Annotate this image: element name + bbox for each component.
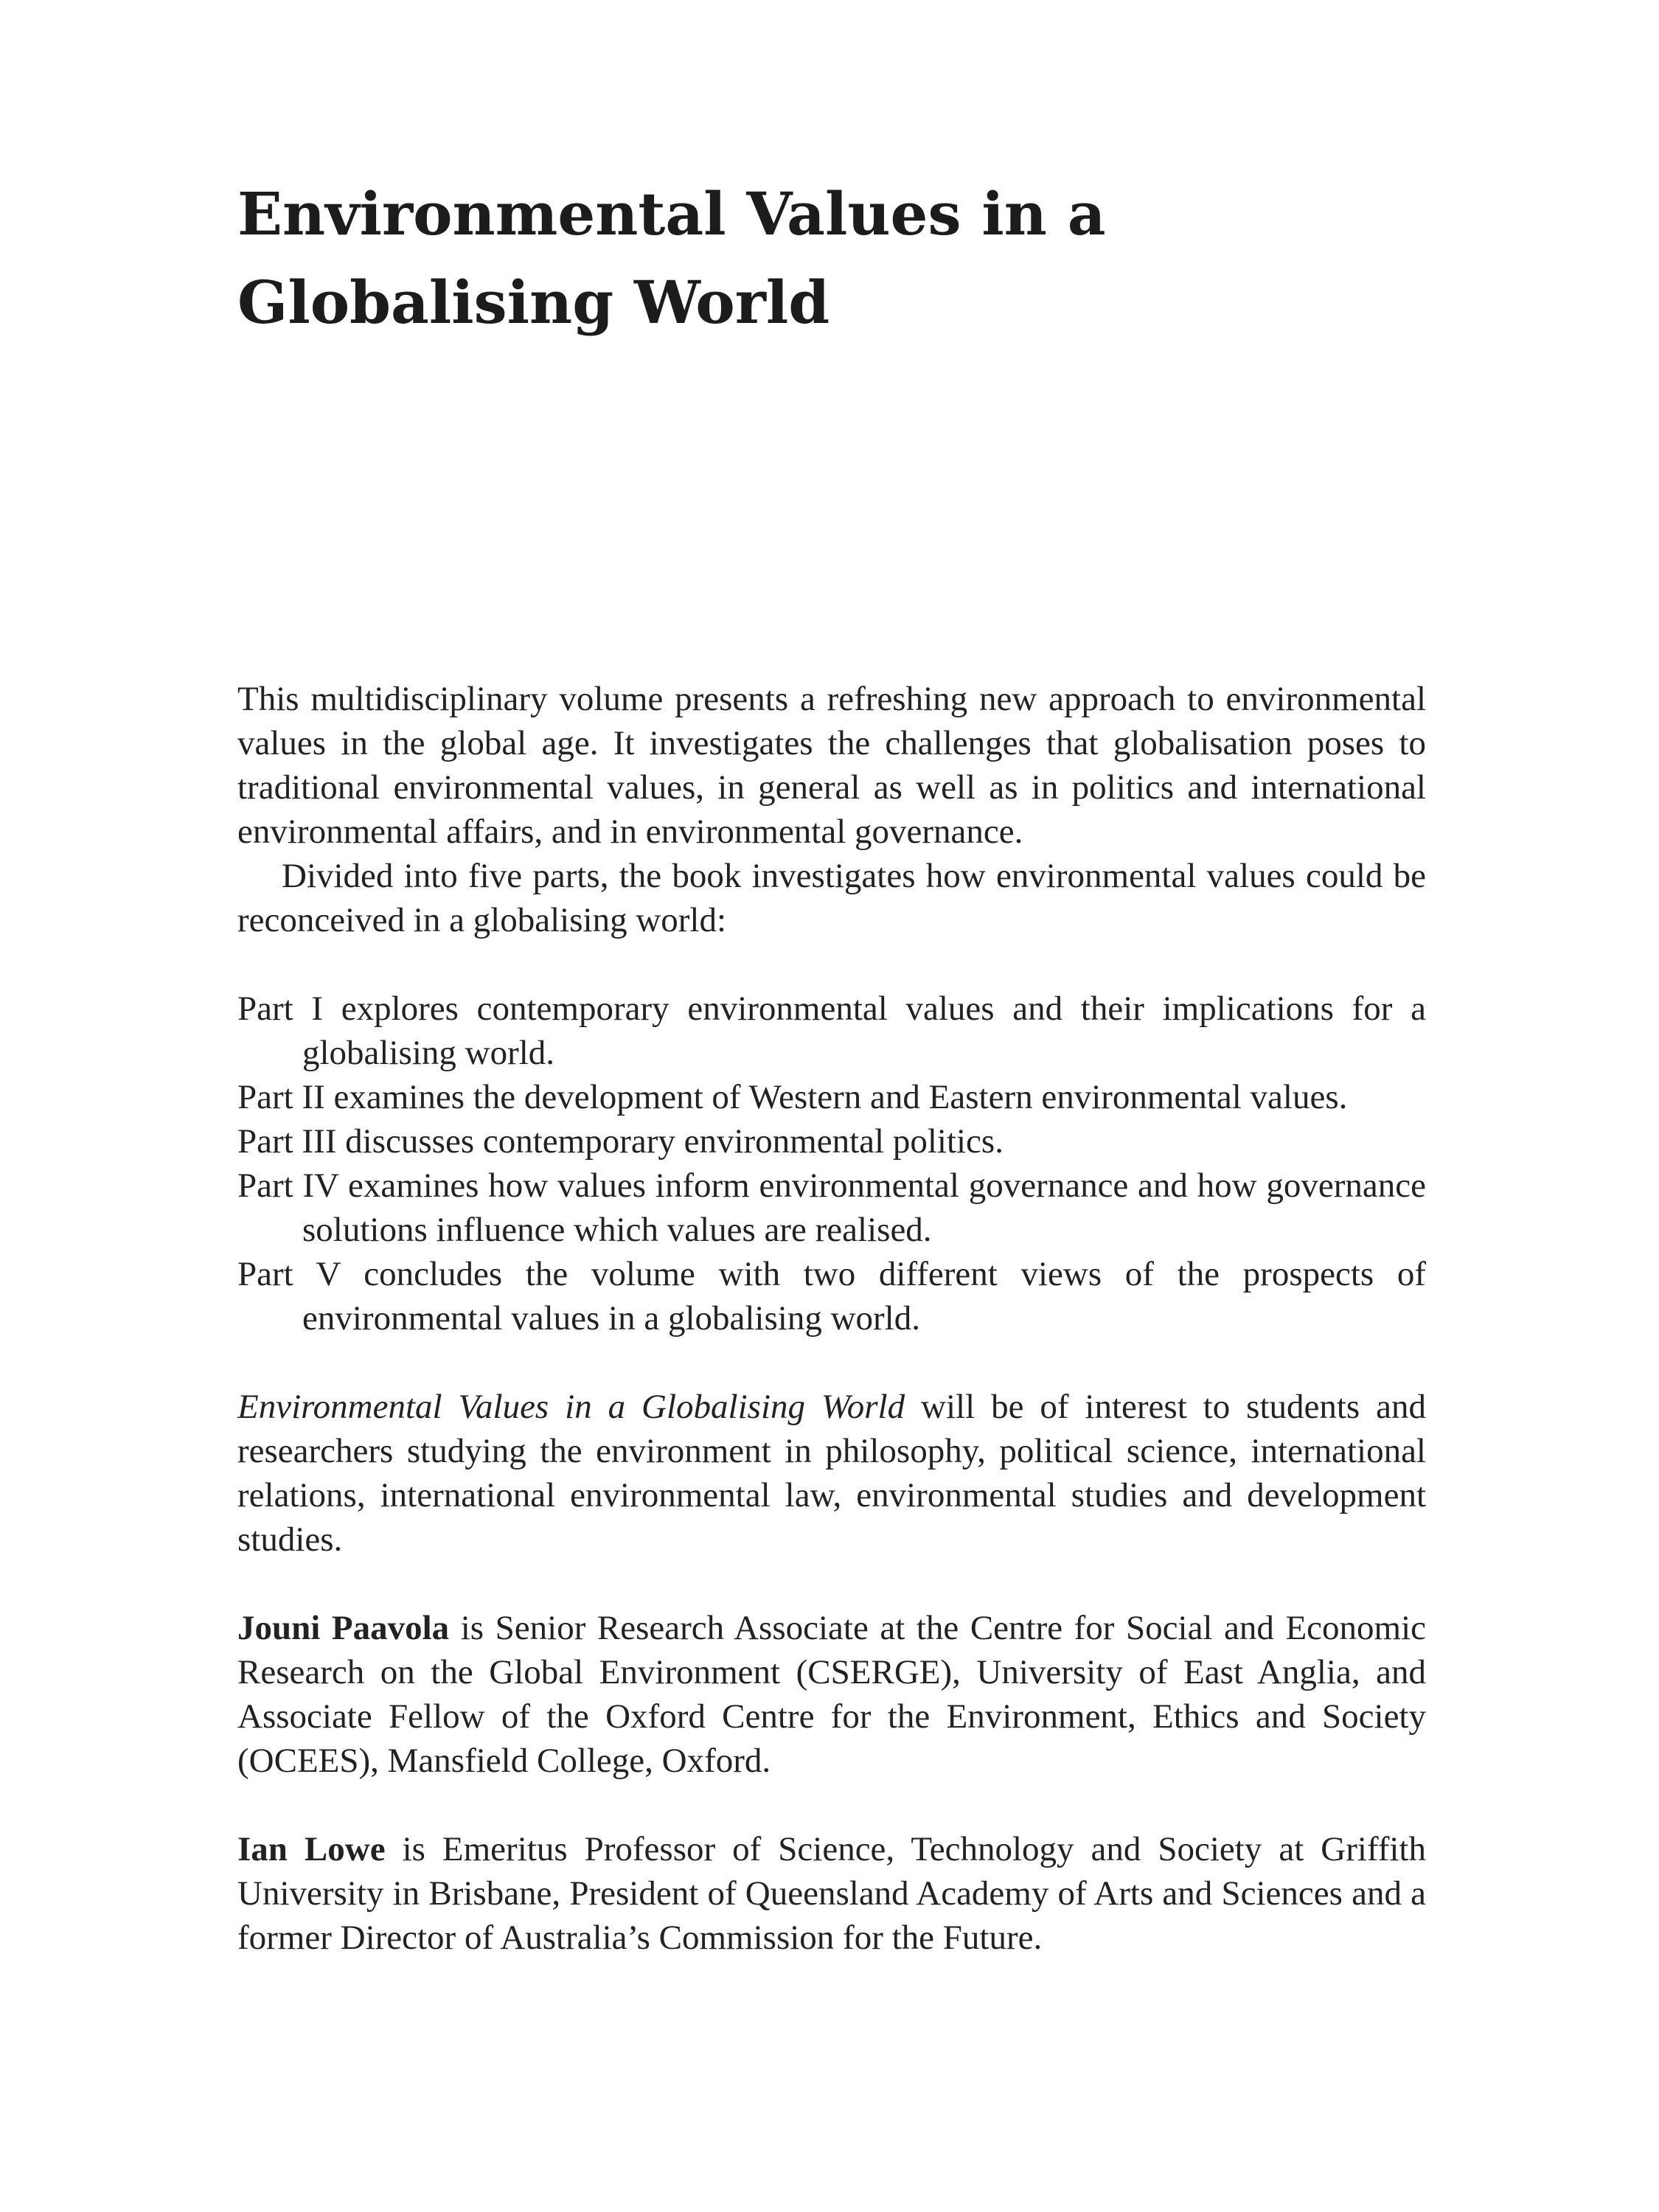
author-bio-text-1: is Senior Research Associate at the Centre for Social and Economic Research on the Global Environment (CSERGE), University of East Anglia, and Associate Fellow of the Oxford Centre for the Environment, Ethics and Society (OCEES), Mansfield College, Oxford. — [237, 1609, 1426, 1780]
book-page — [237, 0, 1426, 2212]
intro-paragraph: This multidisciplinary volume presents a refreshing new approach to environmental values in the global age. It investigates the challenges that globalisation poses to traditional environmental values, in general as well as in politics and international environmental affairs, and in environmental governance. — [237, 680, 1426, 851]
author-bio-text-2: is Emeritus Professor of Science, Technology and Society at Griffith University in Brisbane, President of Queensland Academy of Arts and Sciences and a former Director of Australia’s Commission for the Future. — [237, 1830, 1426, 1957]
audience-book-title: Environmental Values in a Globalising World — [237, 1388, 905, 1426]
audience-text: will be of interest to students and researchers studying the environment in philosophy, political science, international relations, international environmental law, environmental studies and development studies. — [237, 1388, 1426, 1559]
author-bio-2 — [237, 1827, 1426, 1960]
book-title — [237, 170, 1426, 347]
part-item-3: Part III discusses contemporary environmental politics. — [237, 1122, 1004, 1161]
blurb — [237, 677, 1426, 1960]
author-name-1: Jouni Paavola — [237, 1609, 450, 1647]
part-item-2: Part II examines the development of Western and Eastern environmental values. — [237, 1078, 1348, 1116]
spacer — [237, 942, 1426, 987]
spacer — [237, 1340, 1426, 1385]
parts-intro-paragraph: Divided into five parts, the book investigates how environmental values could be reconceived in a globalising world: — [237, 857, 1426, 939]
parts-list — [237, 987, 1426, 1340]
book-title-line-2: Globalising World — [237, 268, 830, 337]
author-bio-1 — [237, 1606, 1426, 1783]
part-item-1: Part I explores contemporary environmental values and their implications for a globalising world. — [237, 990, 1426, 1072]
spacer — [237, 1783, 1426, 1827]
author-name-2: Ian Lowe — [237, 1830, 386, 1868]
part-item-4: Part IV examines how values inform environmental governance and how governance solutions influence which values are realised. — [237, 1166, 1426, 1249]
part-item-5: Part V concludes the volume with two different views of the prospects of environmental values in a globalising world. — [237, 1255, 1426, 1338]
book-title-line-1: Environmental Values in a — [237, 179, 1106, 248]
spacer — [237, 1562, 1426, 1606]
audience-paragraph — [237, 1385, 1426, 1562]
